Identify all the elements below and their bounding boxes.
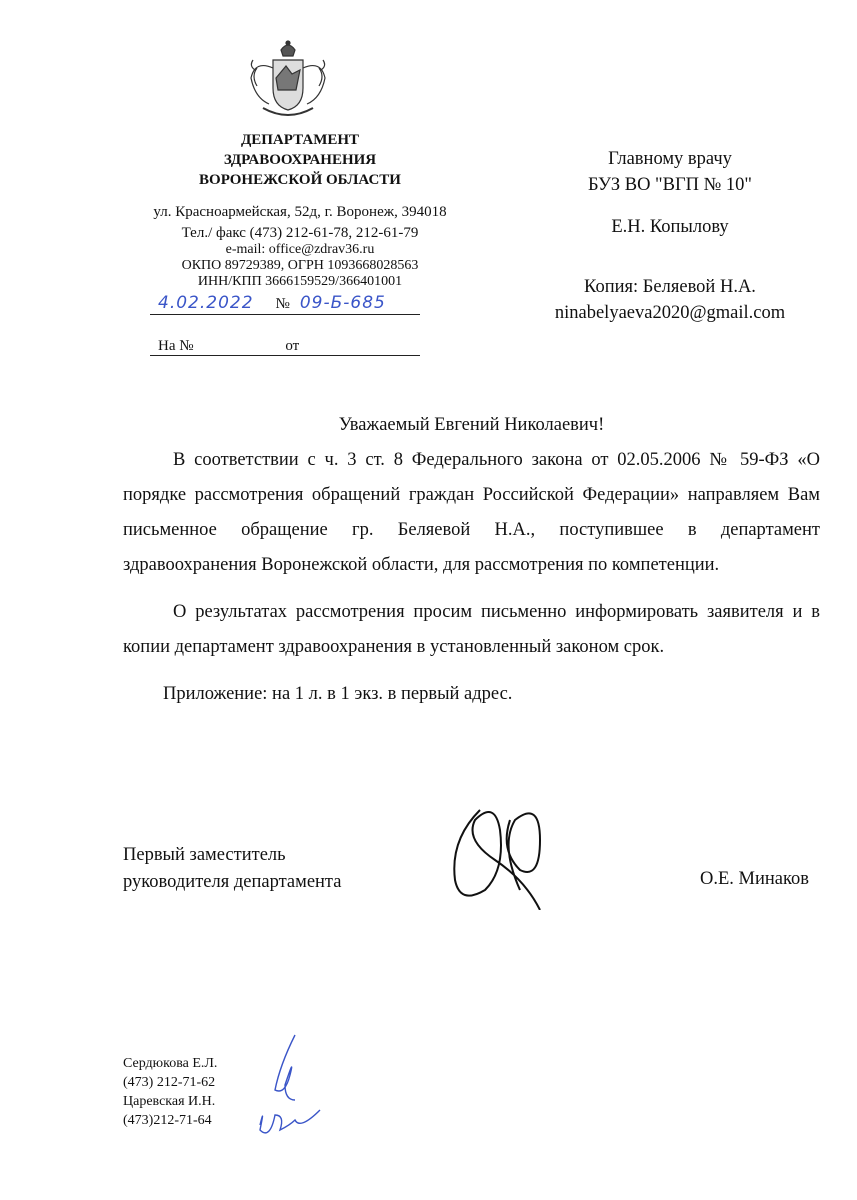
position-line: руководителя департамента (123, 872, 342, 892)
number-sign: № (275, 296, 290, 312)
executor-initials-signature (250, 1030, 330, 1145)
executor-name: Царевская И.Н. (123, 1094, 216, 1109)
body-paragraph-2: О результатах рассмотрения просим письменно информировать заявителя и в копии департамент здравоохранения в установленный законом срок. (123, 602, 820, 657)
copy-recipient: Копия: Беляевой Н.А. (584, 277, 756, 297)
coat-of-arms-emblem (243, 38, 333, 126)
department-contacts (130, 204, 470, 290)
signatory-position (123, 842, 341, 896)
position-line: Первый заместитель (123, 845, 286, 865)
letter-body (123, 413, 820, 724)
reference-label: На № (158, 338, 194, 354)
executor-name: Сердюкова Е.Л. (123, 1056, 218, 1071)
recipient-name: Е.Н. Копылову (611, 217, 729, 237)
recipient-block (500, 146, 840, 326)
handwritten-signature (440, 790, 560, 915)
registration-number: 09-Б-685 (299, 293, 386, 313)
letterhead-column (130, 130, 470, 356)
department-line: ЗДРАВООХРАНЕНИЯ (223, 152, 377, 168)
phone: Тел./ факс (473) 212-61-78, 212-61-79 (181, 225, 419, 241)
registration-line (150, 292, 420, 315)
department-line: ДЕПАРТАМЕНТ (240, 132, 360, 148)
attachment-note: Приложение: на 1 л. в 1 экз. в первый адрес. (163, 684, 513, 704)
signatory-name: О.Е. Минаков (700, 869, 810, 889)
executors (123, 1054, 217, 1130)
recipient-organization: БУЗ ВО "ВГП № 10" (588, 175, 752, 195)
executor-phone: (473)212-71-64 (123, 1113, 212, 1128)
reference-line (150, 337, 420, 356)
email: e-mail: office@zdrav36.ru (225, 242, 375, 257)
okpo-ogrn: ОКПО 89729389, ОГРН 1093668028563 (181, 258, 419, 273)
recipient-position: Главному врачу (608, 149, 732, 169)
body-paragraph-1: В соответствии с ч. 3 ст. 8 Федерального закона от 02.05.2006 № 59-ФЗ «О порядке рассмотрения обращений граждан Российской Федерации» направляем Вам письменное обращение гр. Беляевой Н.А., поступившее в департамент здравоохранения Воронежской области, для рассмотрения по компетенции. (123, 450, 820, 575)
reference-from: от (285, 338, 300, 354)
registration-date: 4.02.2022 (158, 293, 254, 313)
executor-phone: (473) 212-71-62 (123, 1075, 216, 1090)
greeting: Уважаемый Евгений Николаевич! (338, 415, 605, 435)
department-line: ВОРОНЕЖСКОЙ ОБЛАСТИ (199, 172, 401, 188)
department-name (130, 130, 470, 190)
inn-kpp: ИНН/КПП 3666159529/366401001 (197, 274, 403, 289)
address: ул. Красноармейская, 52д, г. Воронеж, 394018 (153, 204, 447, 220)
copy-email: ninabelyaeva2020@gmail.com (554, 303, 786, 323)
